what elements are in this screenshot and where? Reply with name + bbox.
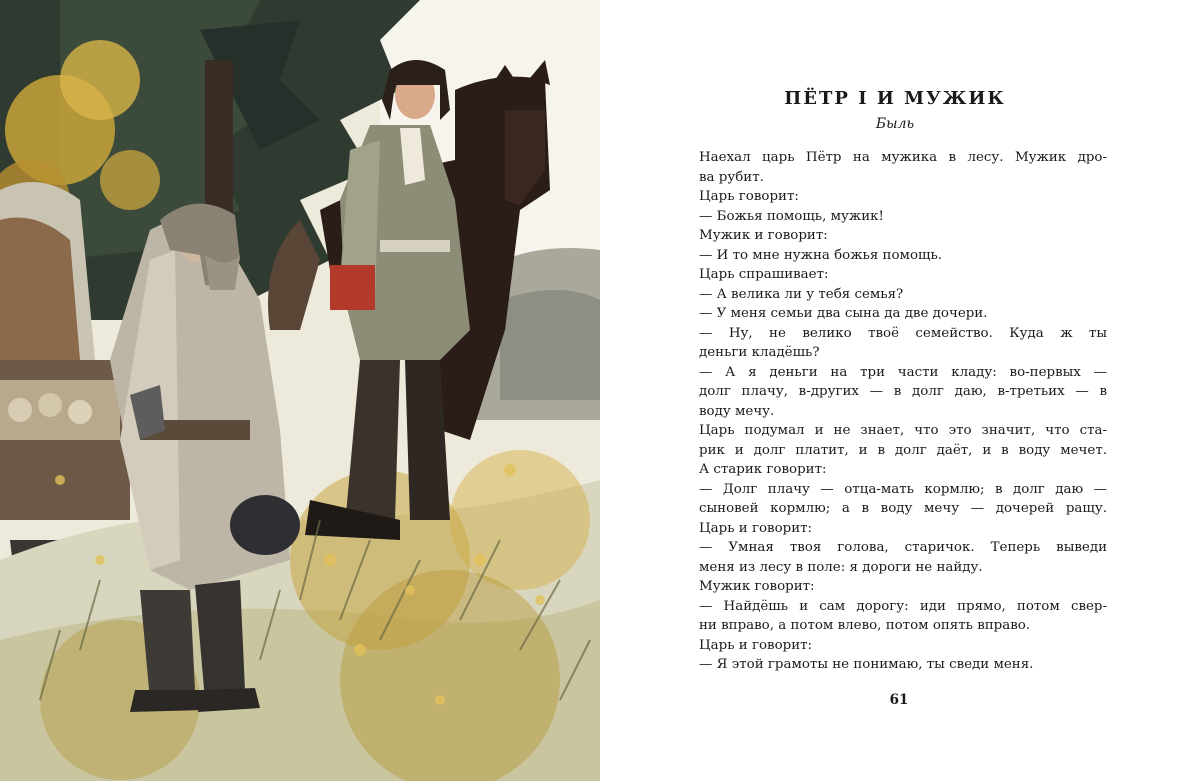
story-line: — Долг плачу — отца-мать кормлю; в долг даю — (699, 481, 1107, 497)
story-line: Наехал царь Пётр на мужика в лесу. Мужик дро- (699, 150, 1107, 165)
story-line: рик и долг платит, и в долг даёт, и в воду мечет. (699, 442, 1107, 458)
story-line: ва рубит. (699, 169, 764, 185)
story-line: — Умная твоя голова, старичок. Теперь выведи (699, 540, 1107, 555)
story-line: сыновей кормлю; а в воду мечу — дочерей ращу. (699, 501, 1107, 516)
story-line: — У меня семьи два сына да две дочери. (699, 306, 988, 321)
story-line: — Найдёшь и сам дорогу: иди прямо, потом свер- (699, 598, 1107, 614)
story-line: — И то мне нужна божья помощь. (699, 247, 943, 263)
story-line: Мужик говорит: (699, 579, 815, 594)
story-line: Царь и говорит: (699, 637, 813, 653)
story-line: — Я этой грамоты не понимаю, ты сведи меня. (699, 657, 1034, 672)
story-line: долг плачу, в-других — в долг даю, в-третьих — в (699, 384, 1107, 399)
text-page (640, 0, 1140, 781)
story-subtitle: Быль (875, 116, 915, 132)
story-title: ПЁТР I И МУЖИК (784, 88, 1006, 109)
story-line: воду мечу. (699, 403, 775, 419)
story-line: А старик говорит: (699, 462, 827, 477)
story-body (699, 148, 1107, 675)
story-line: — А я деньги на три части кладу: во-первых — (699, 364, 1107, 380)
story-line: Царь говорит: (699, 189, 799, 204)
story-line: Мужик и говорит: (699, 228, 828, 243)
story-line: — Божья помощь, мужик! (699, 208, 884, 224)
page-number: 61 (889, 692, 909, 708)
story-line: — А велика ли у тебя семья? (699, 286, 904, 302)
story-line: ни вправо, а потом влево, потом опять вправо. (699, 618, 1031, 633)
story-line: деньги кладёшь? (699, 345, 820, 360)
story-line: Царь спрашивает: (699, 267, 829, 282)
story-line: — Ну, не велико твоё семейство. Куда ж ты (699, 325, 1107, 341)
story-line: Царь подумал и не знает, что это значит, что ста- (699, 423, 1107, 438)
story-line: Царь и говорит: (699, 520, 813, 536)
story-line: меня из лесу в поле: я дороги не найду. (699, 559, 983, 575)
